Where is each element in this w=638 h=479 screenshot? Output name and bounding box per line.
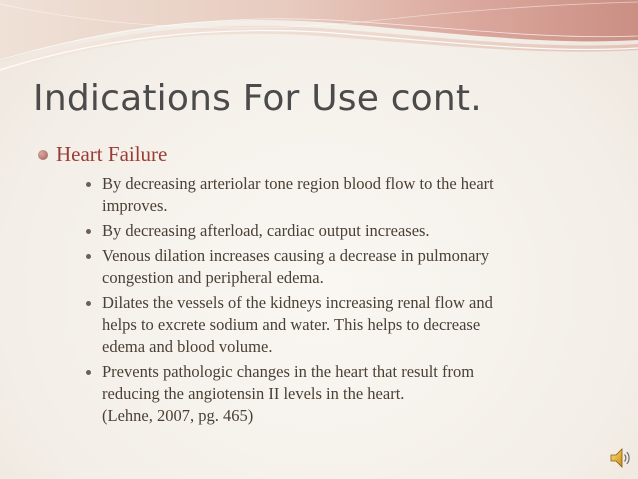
dot-bullet-icon (86, 229, 91, 234)
sub-bullet-item (84, 220, 574, 242)
bullet-line: congestion and peripheral edema. (102, 268, 324, 287)
sub-bullet-list (84, 173, 574, 430)
header-decoration (0, 0, 638, 80)
sub-bullet-item (84, 245, 574, 289)
level1-bullet-text: Heart Failure (56, 142, 168, 166)
bullet-line: reducing the angiotensin II levels in the heart. (102, 384, 405, 403)
circle-bullet-icon (38, 150, 48, 160)
sub-bullet-item (84, 361, 574, 427)
dot-bullet-icon (86, 182, 91, 187)
bullet-line: Dilates the vessels of the kidneys increasing renal flow and (102, 293, 493, 312)
bullet-line: improves. (102, 196, 168, 215)
bullet-line: (Lehne, 2007, pg. 465) (102, 406, 254, 425)
speaker-icon[interactable] (609, 446, 631, 470)
bullet-line: helps to excrete sodium and water. This helps to decrease (102, 315, 481, 334)
slide-title: Indications For Use cont. (33, 78, 482, 119)
level1-bullet-item (38, 142, 167, 167)
bullet-line: By decreasing arteriolar tone region blood flow to the heart (102, 174, 494, 193)
sub-bullet-item (84, 173, 574, 217)
bullet-line: edema and blood volume. (102, 337, 273, 356)
dot-bullet-icon (86, 254, 91, 259)
sub-bullet-item (84, 292, 574, 358)
bullet-line: Prevents pathologic changes in the heart that result from (102, 362, 475, 381)
bullet-line: By decreasing afterload, cardiac output increases. (102, 221, 430, 240)
dot-bullet-icon (86, 370, 91, 375)
bullet-line: Venous dilation increases causing a decrease in pulmonary (102, 246, 490, 265)
dot-bullet-icon (86, 301, 91, 306)
